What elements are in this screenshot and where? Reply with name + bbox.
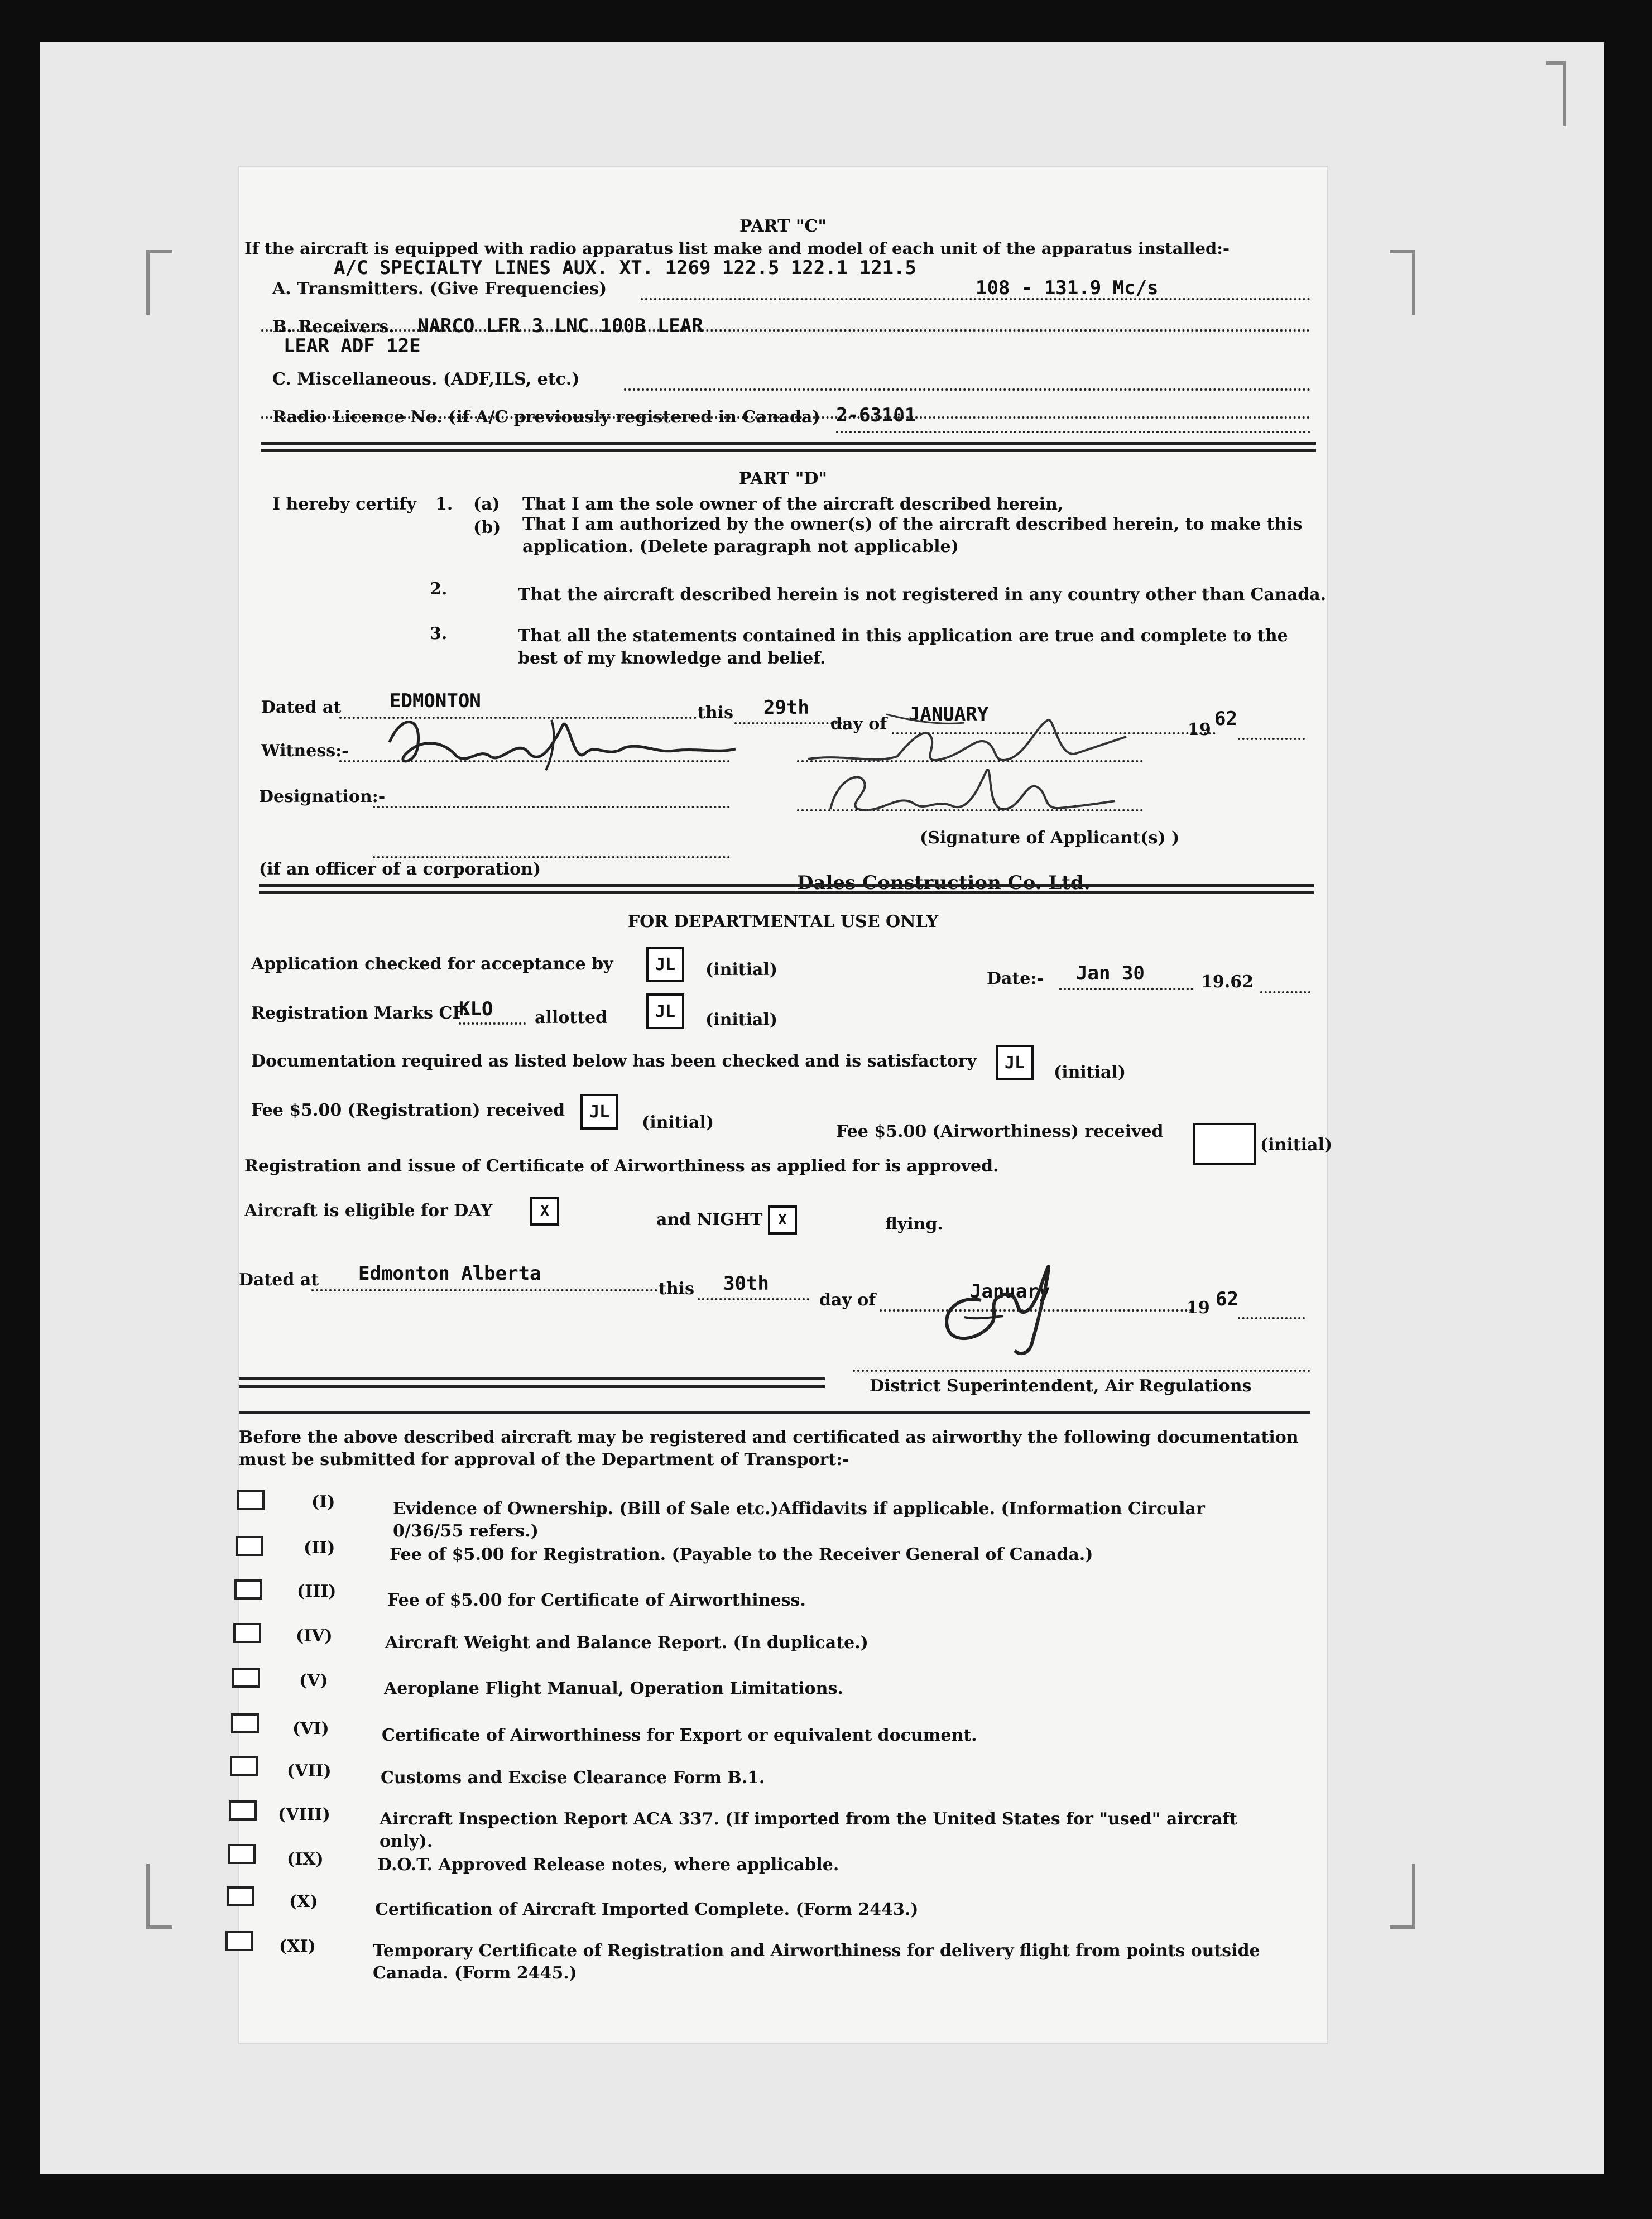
doc-item-text: Aircraft Weight and Balance Report. (In duplicate.) (385, 1633, 868, 1653)
item-number: 3. (430, 624, 448, 643)
doc-checkbox-6[interactable] (231, 1713, 259, 1733)
cert-a-text: That I am the sole owner of the aircraft described herein, (522, 494, 1064, 514)
fee-reg-label: Fee $5.00 (Registration) received (251, 1101, 565, 1120)
designation-label: Designation:- (259, 787, 386, 806)
receivers-label: B. Receivers. (272, 317, 395, 337)
day-value: 30th (723, 1272, 769, 1295)
section-rule (239, 1377, 825, 1380)
item-letter: (a) (473, 494, 500, 514)
doc-item-text: Certification of Aircraft Imported Complete. (Form 2443.) (375, 1900, 919, 1919)
section-rule (261, 449, 1316, 452)
dated-at-label: Dated at (261, 698, 342, 717)
documentation-intro: Before the above described aircraft may be registered and certificated as airworthy the following documentation must be submitted for approval of the Department of Transport:- (239, 1428, 1299, 1469)
witness-signature (384, 703, 741, 781)
doc-item-text: Fee of $5.00 for Certificate of Airworthiness. (387, 1591, 806, 1610)
initial-label: (initial) (705, 1010, 778, 1030)
doc-item-num: (III) (297, 1582, 337, 1601)
initial-label: (initial) (705, 960, 778, 979)
doc-checkbox-11[interactable] (225, 1931, 253, 1951)
doc-item-text: Evidence of Ownership. (Bill of Sale etc.)Affidavits if applicable. (Information Circular 0/36/55 refers.) (393, 1499, 1205, 1541)
doc-checkbox-9[interactable] (228, 1844, 256, 1864)
doc-item-num: (XI) (279, 1937, 316, 1956)
doc-item-num: (VIII) (278, 1805, 330, 1824)
section-rule (259, 891, 1314, 894)
doc-item-num: (IX) (287, 1850, 324, 1869)
radio-licence-label: Radio Licence No. (if A/C previously registered in Canada) (272, 407, 820, 427)
fee-reg-initial-box: JL (580, 1094, 618, 1130)
this-label: this (659, 1279, 694, 1299)
dated-at-label: Dated at (239, 1270, 319, 1290)
item-letter: (b) (473, 518, 501, 537)
typed-radio-line: A/C SPECIALTY LINES AUX. XT. 1269 122.5 122.1 121.5 (334, 257, 916, 279)
doc-checkbox-2[interactable] (236, 1536, 263, 1556)
date-label: Date:- (987, 969, 1044, 988)
officer-label: (if an officer of a corporation) (259, 859, 541, 879)
allotted-label: allotted (535, 1008, 608, 1027)
certify-label: I hereby certify (272, 494, 416, 514)
dotted-line (1059, 988, 1193, 990)
checked-label: Application checked for acceptance by (251, 954, 613, 974)
transmitters-value: 108 - 131.9 Mc/s (976, 277, 1159, 299)
doc-item-text: Aeroplane Flight Manual, Operation Limitations. (384, 1679, 843, 1698)
doc-item-text: Customs and Excise Clearance Form B.1. (381, 1768, 765, 1788)
cert-b-text: That I am authorized by the owner(s) of the aircraft described herein, to make this application. (Delete paragraph not applicable) (522, 515, 1303, 556)
fee-air-initial-box (1193, 1123, 1256, 1165)
doc-checkbox-10[interactable] (227, 1886, 254, 1906)
doc-initial-box: JL (996, 1045, 1034, 1080)
misc-label: C. Miscellaneous. (ADF,ILS, etc.) (272, 369, 580, 389)
month-value: January (970, 1280, 1050, 1303)
doc-item-num: (I) (311, 1492, 335, 1512)
dotted-line (373, 806, 730, 808)
doc-item-text: Certificate of Airworthiness for Export or equivalent document. (382, 1726, 977, 1745)
reg-marks-value: KLO (459, 998, 493, 1020)
date-value: Jan 30 (1076, 962, 1145, 984)
signature-caption: (Signature of Applicant(s) ) (920, 828, 1180, 848)
item-number: 1. (435, 494, 453, 514)
documentation-label: Documentation required as listed below has been checked and is satisfactory (251, 1051, 977, 1071)
year-value: 62 (1216, 1288, 1238, 1310)
dotted-line (373, 856, 730, 858)
dated-place-value: Edmonton Alberta (358, 1262, 541, 1285)
this-label: this (698, 703, 733, 723)
and-night-label: and NIGHT (656, 1210, 763, 1229)
month-value: JANUARY (909, 703, 989, 726)
year-value: 62 (1214, 708, 1237, 730)
fee-air-label: Fee $5.00 (Airworthiness) received (836, 1122, 1164, 1141)
doc-item-num: (VI) (292, 1719, 329, 1738)
doc-item-num: (IV) (296, 1626, 333, 1646)
cert-2-text: That the aircraft described herein is not registered in any country other than Canada. (518, 585, 1327, 604)
dotted-line (1260, 991, 1310, 993)
night-checkbox: X (768, 1205, 797, 1235)
doc-item-text: Temporary Certificate of Registration and Airworthiness for delivery flight from points outside Canada. (Form 2445.) (373, 1941, 1260, 1983)
dotted-line (698, 1298, 809, 1300)
doc-checkbox-4[interactable] (233, 1623, 261, 1643)
year-prefix: 19 (1187, 1298, 1210, 1318)
doc-checkbox-3[interactable] (234, 1579, 262, 1600)
crop-mark (1546, 61, 1566, 126)
part-c-intro: If the aircraft is equipped with radio apparatus list make and model of each unit of the apparatus installed:- (244, 239, 1230, 258)
doc-checkbox-1[interactable] (237, 1490, 265, 1510)
allotted-initial-box: JL (646, 993, 684, 1029)
eligible-label: Aircraft is eligible for DAY (244, 1201, 493, 1221)
dotted-line (853, 1370, 1310, 1372)
witness-label: Witness:- (261, 741, 349, 761)
cert-3-text: That all the statements contained in this application are true and complete to the best of my knowledge and belief. (518, 626, 1288, 668)
dept-heading: FOR DEPARTMENTAL USE ONLY (627, 912, 939, 931)
crop-mark (1390, 1864, 1415, 1929)
applicant-signature-2 (814, 759, 1126, 826)
doc-item-num: (X) (289, 1892, 318, 1911)
initial-label: (initial) (1260, 1135, 1333, 1155)
section-rule (259, 884, 1314, 887)
crop-mark (146, 1864, 172, 1929)
doc-checkbox-8[interactable] (229, 1800, 257, 1821)
doc-checkbox-7[interactable] (230, 1756, 258, 1776)
dotted-line (311, 1289, 657, 1291)
date-year: 19.62 (1201, 972, 1254, 992)
day-checkbox: X (530, 1197, 559, 1226)
dotted-line (1238, 738, 1305, 740)
form-sheet (239, 167, 1333, 2043)
reg-marks-label: Registration Marks CF- (251, 1003, 470, 1023)
part-d-heading: PART "D" (738, 469, 828, 488)
doc-item-num: (II) (304, 1538, 335, 1558)
dotted-line (624, 388, 1310, 391)
dotted-line (836, 431, 1310, 433)
doc-checkbox-5[interactable] (232, 1668, 260, 1688)
year-prefix: 19 (1188, 720, 1211, 739)
day-of-label: day of (830, 714, 887, 734)
transmitters-label: A. Transmitters. (Give Frequencies) (272, 279, 607, 299)
receivers-value: NARCO LFR 3 LNC 100B LEAR (417, 315, 703, 337)
doc-item-num: (VII) (287, 1761, 332, 1781)
flying-label: flying. (885, 1214, 943, 1234)
initial-label: (initial) (1054, 1063, 1126, 1082)
approved-label: Registration and issue of Certificate of Airworthiness as applied for is approved. (244, 1156, 999, 1176)
receivers-value-2: LEAR ADF 12E (284, 335, 421, 357)
day-value: 29th (763, 697, 809, 719)
doc-item-text: Aircraft Inspection Report ACA 337. (If imported from the United States for "used" aircraft only). (380, 1809, 1237, 1851)
crop-mark (1390, 250, 1415, 315)
initial-label: (initial) (642, 1113, 714, 1132)
day-of-label: day of (819, 1290, 876, 1310)
superintendent-label: District Superintendent, Air Regulations (870, 1376, 1252, 1396)
company-name: Dales Construction Co. Ltd. (797, 872, 1091, 894)
radio-licence-value: 2-63101 (836, 404, 916, 426)
doc-item-text: Fee of $5.00 for Registration. (Payable to the Receiver General of Canada.) (390, 1545, 1093, 1564)
dotted-line (1238, 1317, 1305, 1319)
dated-place-value: EDMONTON (390, 690, 481, 712)
crop-mark (146, 250, 172, 315)
doc-item-text: D.O.T. Approved Release notes, where applicable. (377, 1855, 839, 1875)
section-rule (239, 1385, 825, 1388)
item-number: 2. (430, 579, 448, 599)
dotted-line (459, 1022, 526, 1025)
section-rule (261, 442, 1316, 445)
checked-initial-box: JL (646, 947, 684, 982)
superintendent-signature (909, 1261, 1076, 1362)
part-c-heading: PART "C" (739, 217, 827, 236)
section-rule (239, 1411, 1310, 1414)
doc-item-num: (V) (299, 1671, 328, 1690)
